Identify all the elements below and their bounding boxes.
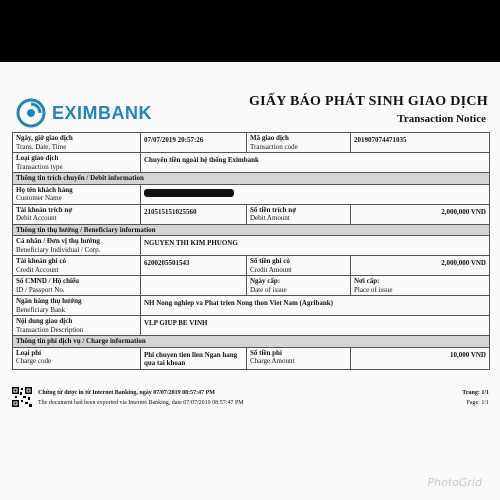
debit-account-sub: Debit Account (16, 214, 57, 222)
debit-amount-sub: Debit Amount (250, 214, 290, 222)
issue-date-sub: Date of issue (250, 285, 287, 294)
top-dark-band (0, 0, 500, 62)
footer-printed-note: Chứng từ được in từ Internet Banking, ngày 07/07/2019 08:57:47 PM (38, 390, 215, 396)
brand-name: EXIMBANK (52, 102, 153, 123)
charge-amount-label: Số tiền phí (250, 348, 282, 357)
section-header (13, 224, 490, 236)
beneficiary-bank-sub: Beneficiary Bank (16, 305, 66, 314)
credit-account-sub: Credit Account (16, 265, 59, 274)
credit-amount-label: Số tiền ghi có (250, 257, 290, 265)
section-header (13, 173, 490, 185)
photogrid-watermark: PhotoGrid (427, 476, 482, 489)
table-row (13, 133, 490, 153)
trans-type-label: Loại giao dịch (16, 154, 59, 162)
credit-account-label: Tài khoản ghi có (16, 257, 66, 265)
charge-code-sub: Charge code (16, 357, 52, 365)
footer-exported-note: The document had been exported via Internet Banking, date 07/07/2019 08:57:47 PM (38, 400, 244, 406)
debit-section-title: Thông tin trích chuyển / Debit information (13, 173, 490, 185)
page-number-vi: Trang: 1/1 (462, 390, 489, 396)
redacted-customer-name (144, 189, 234, 197)
qr-code-icon (12, 387, 32, 407)
table-row (13, 204, 490, 224)
eximbank-logo-icon (16, 98, 46, 128)
table-row (13, 276, 490, 296)
debit-amount-label: Số tiền trích nợ (250, 205, 297, 214)
trans-type-sub: Transaction type (16, 162, 63, 171)
section-header (13, 336, 490, 348)
beneficiary-value: NGUYEN THI KIM PHUONG (144, 239, 238, 247)
table-row (13, 236, 490, 256)
debit-amount-value: 2,000,000 VND (441, 207, 486, 216)
charge-amount-sub: Charge Amount (250, 357, 295, 365)
trans-date-label: Ngày, giờ giao dịch (16, 134, 73, 142)
description-sub: Transaction Description (16, 325, 84, 334)
credit-amount-sub: Credit Amount (250, 265, 292, 274)
customer-name-label: Họ tên khách hàng (16, 185, 73, 194)
notice-title-vi: GIẤY BÁO PHÁT SINH GIAO DỊCH (248, 94, 488, 109)
trans-type-value: Chuyển tiền ngoài hệ thống Eximbank (144, 156, 259, 164)
id-passport-sub: ID / Passport No. (16, 285, 65, 294)
charge-code-value: Phi chuyen tien lien Ngan hang qua tai khoan (144, 350, 238, 367)
notice-title-en: Transaction Notice (397, 113, 486, 125)
charge-code-label: Loại phí (16, 348, 42, 357)
page-number-en: Page: 1/1 (466, 400, 489, 406)
beneficiary-section-title: Thông tin thụ hưởng / Beneficiary information (13, 224, 490, 236)
issue-place-label: Nơi cấp: (354, 277, 380, 285)
transaction-table (12, 132, 490, 370)
table-row (13, 256, 490, 276)
eximbank-logo (16, 98, 152, 128)
description-label: Nội dung giao dịch (16, 317, 73, 325)
issue-date-label: Ngày cấp: (250, 277, 281, 285)
trans-date-sub: Trans. Date, Time (16, 142, 67, 151)
issue-place-sub: Place of issue (354, 285, 393, 294)
table-row (13, 184, 490, 204)
trans-code-value: 201907074471035 (354, 136, 407, 144)
charge-amount-value: 10,000 VND (449, 350, 486, 359)
description-value: VLP GIUP BE VINH (144, 319, 208, 327)
trans-date-value: 07/07/2019 20:57:26 (144, 136, 204, 144)
beneficiary-bank-value: NH Nong nghiep va Phat trien Nong thon Viet Nam (Agribank) (144, 299, 334, 307)
id-passport-label: Số CMND / Hộ chiếu (16, 277, 79, 285)
charge-section-title: Thông tin phí dịch vụ / Charge information (13, 336, 490, 348)
credit-account-value: 6200205501543 (144, 259, 190, 267)
table-row (13, 153, 490, 173)
beneficiary-sub: Beneficiary Individual / Corp. (16, 245, 101, 254)
table-row (13, 296, 490, 316)
credit-amount-value: 2,000,000 VND (441, 259, 486, 267)
debit-account-label: Tài khoản trích nợ (16, 205, 73, 214)
trans-code-label: Mã giao dịch (250, 134, 289, 142)
customer-name-sub: Customer Name (16, 194, 62, 202)
beneficiary-bank-label: Ngân hàng thụ hưởng (16, 297, 82, 305)
trans-code-sub: Transaction code (250, 142, 298, 151)
table-row (13, 316, 490, 336)
beneficiary-label: Cá nhân / Đơn vị thụ hưởng (16, 237, 100, 245)
debit-account-value: 210515151025560 (144, 207, 197, 216)
table-row (13, 347, 490, 369)
